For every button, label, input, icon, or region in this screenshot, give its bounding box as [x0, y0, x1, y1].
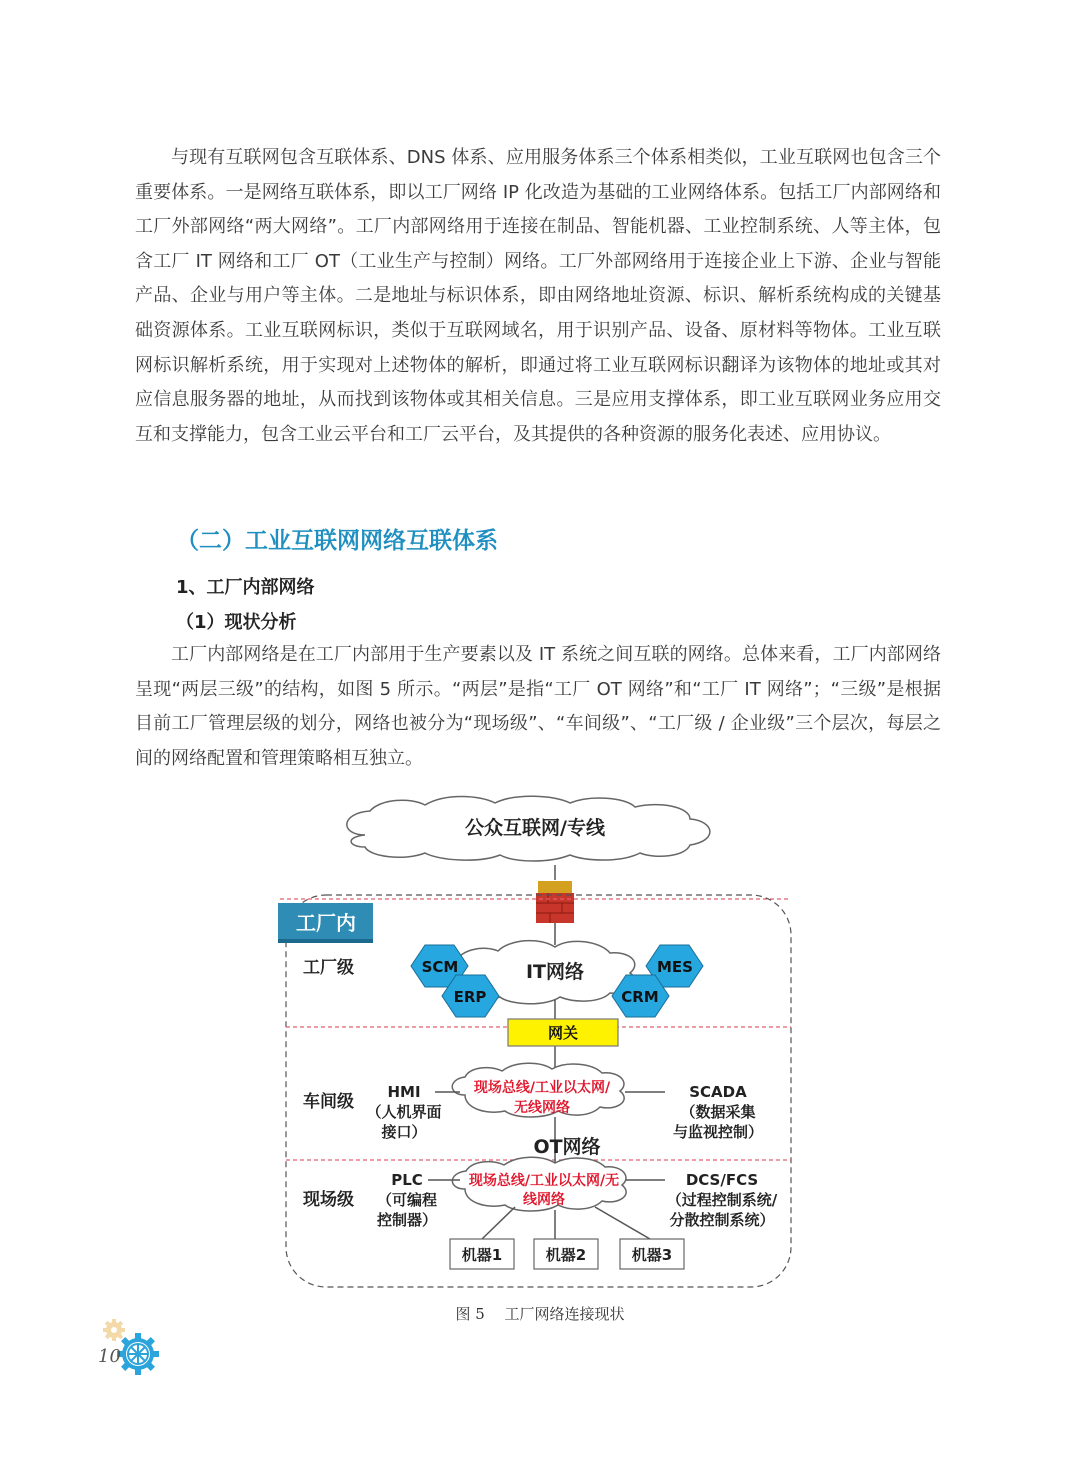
machine-link [595, 1207, 650, 1239]
hmi-label-3: 接口） [381, 1123, 427, 1141]
subsubsection-title: （1）现状分析 [176, 612, 297, 633]
level-field: 现场级 [303, 1190, 354, 1210]
section-title: （二）工业互联网网络互联体系 [176, 528, 498, 554]
figure-caption: 图 5 工厂网络连接现状 [455, 1305, 625, 1323]
factory-network-diagram [270, 795, 800, 1295]
firewall-icon [536, 881, 574, 923]
workshop-cloud-line2: 无线网络 [514, 1100, 570, 1116]
dcs-label-2: （过程控制系统/ [666, 1191, 778, 1209]
machine-2-label: 机器2 [545, 1246, 587, 1264]
intro-paragraph: 与现有互联网包含互联体系、DNS 体系、应用服务体系三个体系相类似，工业互联网也包含三个重要体系。一是网络互联体系，即以工厂网络 IP 化改造为基础的工业网络体系。包括工厂内部网络和工厂外部网络“两大网络”。工厂内部网络用于连接在制品、智能机器、工业控制系统、人等主体，包含工厂 IT 网络和工厂 OT（工业生产与控制）网络。工厂外部网络用于连接企业上下游、企业与智能产品、企业与用户等主体。二是地址与标识体系，即由网络地址资源、标识、解析系统构成的关键基础资源体系。工业互联网标识，类似于互联网域名，用于识别产品、设备、原材料等物体。工业互联网标识解析系统，用于实现对上述物体的解析，即通过将工业互联网标识翻译为该物体的地址或其对应信息服务器的地址，从而找到该物体或其相关信息。三是应用支撑体系，即工业互联网业务应用交互和支撑能力，包含工业云平台和工厂云平台，及其提供的各种资源的服务化表述、应用协议。 [135, 147, 941, 445]
internet-cloud-label: 公众互联网/专线 [465, 817, 605, 839]
field-cloud-line1: 现场总线/工业以太网/无 [468, 1173, 620, 1189]
svg-text:SCM: SCM [421, 958, 459, 976]
machine-link [482, 1207, 515, 1239]
machine-3-label: 机器3 [631, 1246, 673, 1264]
ot-network-label: OT网络 [533, 1136, 601, 1158]
machine-1-label: 机器1 [461, 1246, 503, 1264]
workshop-cloud-line1: 现场总线/工业以太网/ [473, 1080, 611, 1096]
level-factory: 工厂级 [303, 958, 354, 978]
svg-text:MES: MES [657, 958, 693, 976]
plc-label-3: 控制器） [376, 1211, 438, 1229]
dcs-label-1: DCS/FCS [685, 1171, 759, 1189]
svg-text:ERP: ERP [453, 988, 487, 1006]
scada-label-2: （数据采集 [680, 1103, 756, 1121]
plc-label-2: （可编程 [376, 1191, 438, 1209]
level-workshop: 车间级 [303, 1092, 354, 1112]
gateway-label: 网关 [547, 1024, 579, 1042]
field-cloud-line2: 线网络 [523, 1192, 565, 1208]
svg-text:CRM: CRM [621, 988, 659, 1006]
factory-tab-label: 工厂内 [296, 911, 356, 935]
plc-label-1: PLC [391, 1171, 423, 1189]
scada-label-1: SCADA [689, 1083, 747, 1101]
scada-label-3: 与监视控制） [672, 1123, 764, 1141]
hmi-label-1: HMI [387, 1083, 421, 1101]
subsection-title: 1、工厂内部网络 [176, 577, 315, 598]
dcs-label-3: 分散控制系统） [669, 1211, 775, 1229]
analysis-paragraph: 工厂内部网络是在工厂内部用于生产要素以及 IT 系统之间互联的网络。总体来看，工厂内部网络呈现“两层三级”的结构，如图 5 所示。“两层”是指“工厂 OT 网络”和“工厂 IT 网络”；“三级”是根据目前工厂管理层级的划分，网络也被分为“现场级”、“车间级”、“工厂级 / 企业级”三个层次，每层之间的网络配置和管理策略相互独立。 [135, 644, 941, 769]
page-number: 10 [98, 1346, 121, 1367]
hmi-label-2: （人机界面 [366, 1103, 442, 1121]
it-network-label: IT网络 [525, 961, 585, 983]
